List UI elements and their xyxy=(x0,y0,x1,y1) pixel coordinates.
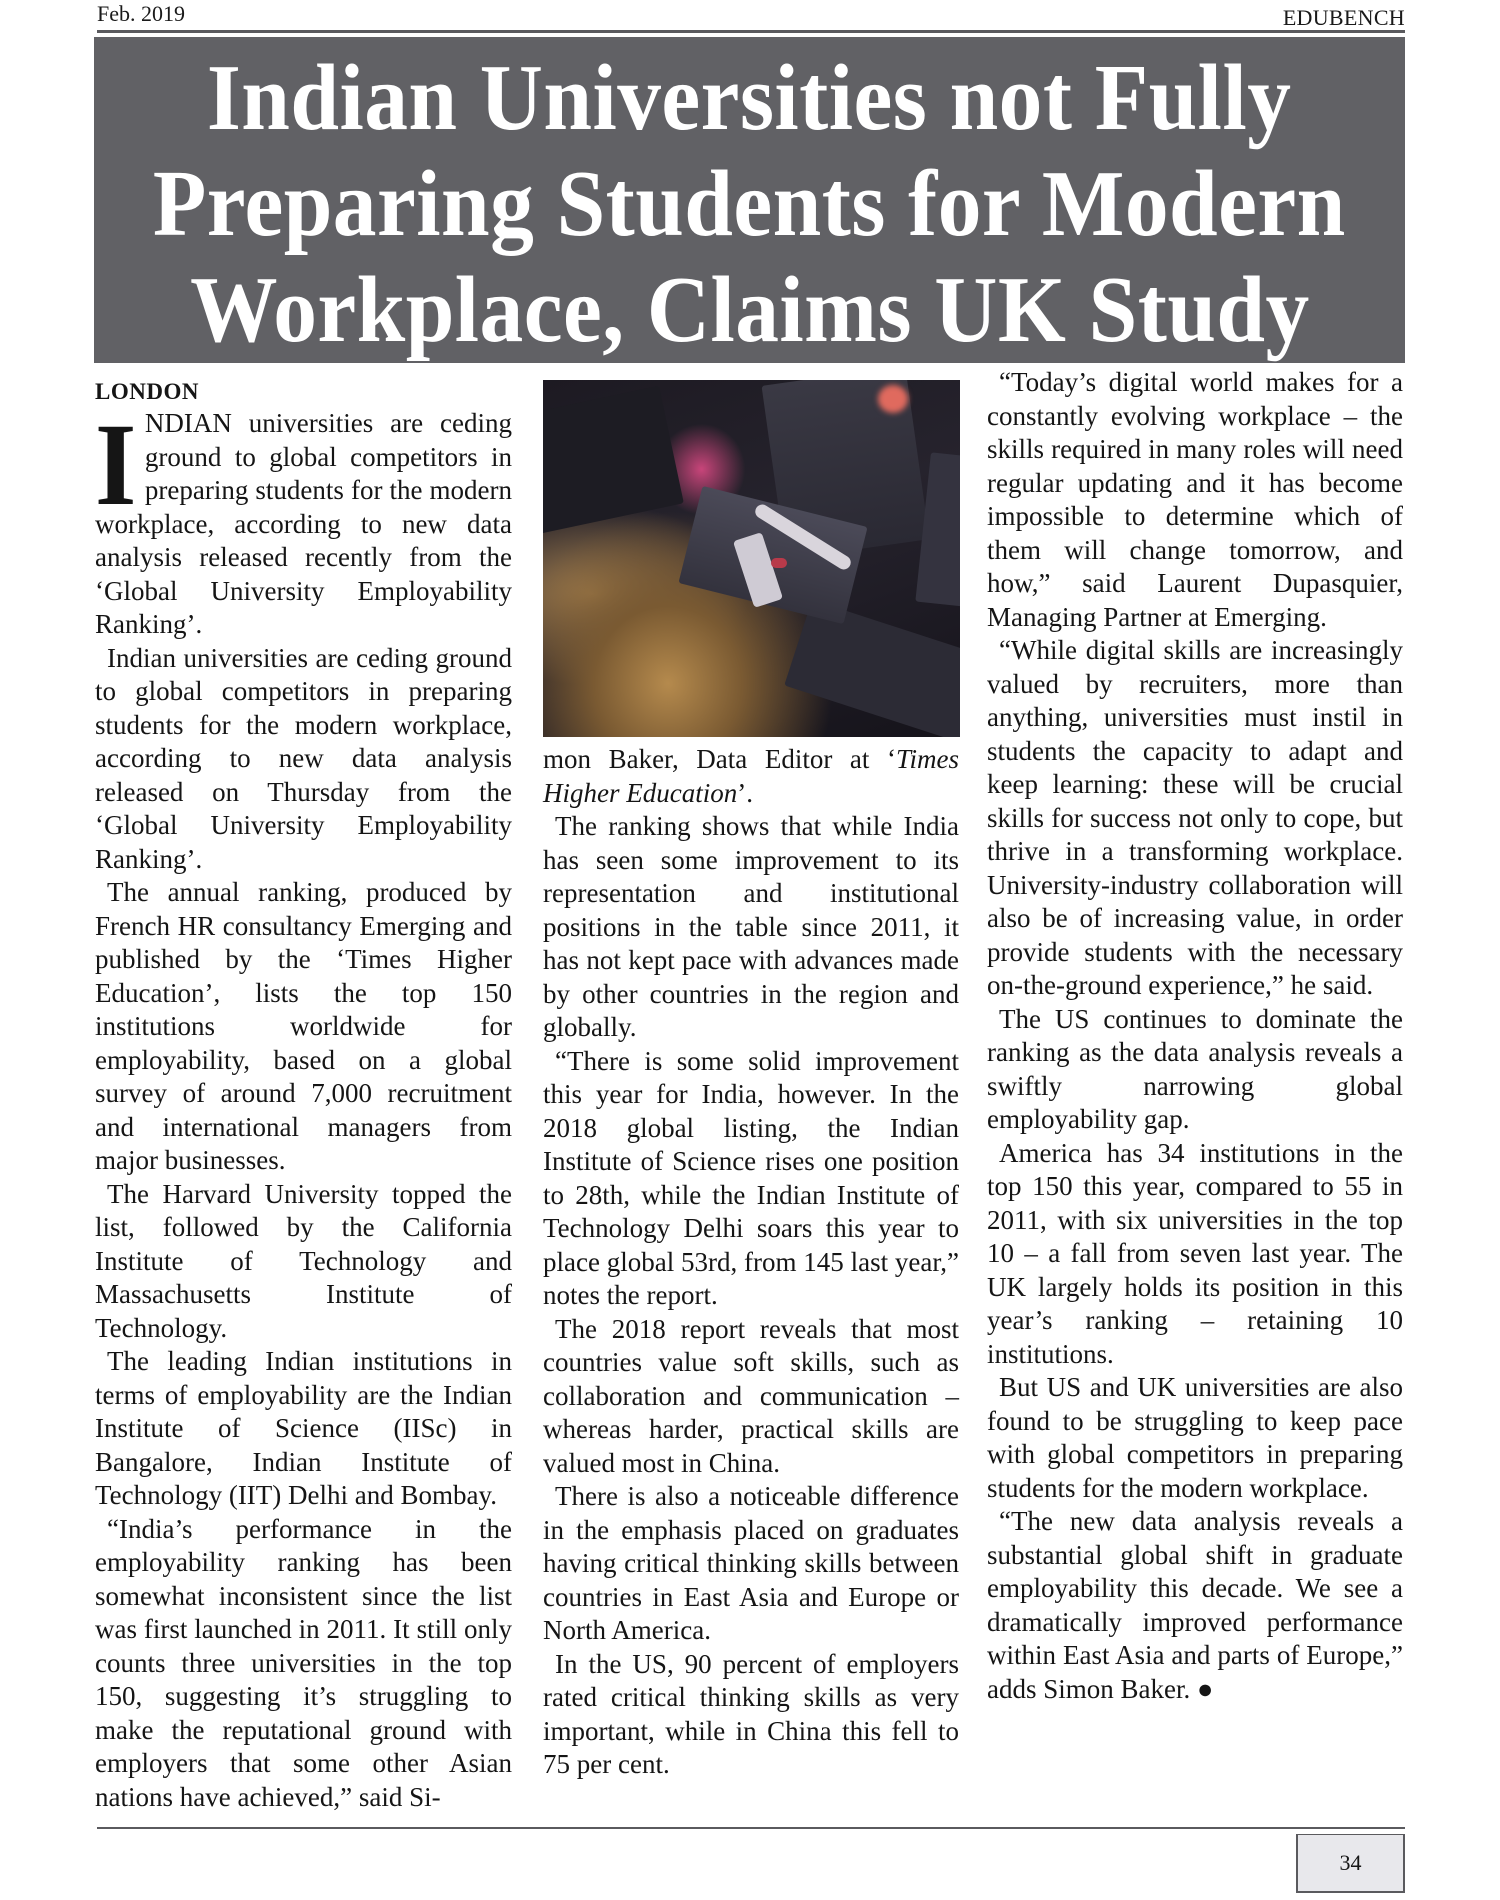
paragraph: The US continues to dominate the ranking as the data analysis reveals a swiftly narrowing global employability gap. xyxy=(987,1003,1403,1134)
headline-line-1: Indian Universities not Fully xyxy=(207,46,1292,150)
headline-line-2: Preparing Students for Modern xyxy=(153,152,1346,256)
graduation-caps-photo xyxy=(543,380,960,737)
paragraph-text: NDIAN universities are ceding ground to global competitors in preparing students for the modern workplace, according to new data analysis released recently from the ‘Global University Employability Ranking’. xyxy=(95,408,512,639)
header-divider xyxy=(97,30,1405,33)
paragraph: In the US, 90 percent of employers rated critical thinking skills as very important, while in China this fell to 75 per cent. xyxy=(543,1648,959,1779)
article-column-right xyxy=(987,366,1403,1706)
paragraph: mon Baker, Data Editor at ‘Times Higher Education’. xyxy=(543,744,959,808)
headline-banner xyxy=(94,37,1405,363)
paragraph-end-mark: “The new data analysis reveals a substantial global shift in graduate employability this decade. We see a dramatically improved performance within East Asia and parts of Europe,” adds Simon Baker. ● xyxy=(987,1506,1403,1704)
drop-cap: I xyxy=(95,399,137,530)
article-column-left xyxy=(95,377,512,1814)
footer-divider xyxy=(97,1827,1405,1829)
paragraph xyxy=(95,399,512,642)
paragraph: But US and UK universities are also found to be struggling to keep pace with global competitors in preparing students for the modern workplace. xyxy=(987,1372,1403,1503)
paragraph: The leading Indian institutions in terms of employability are the Indian Institute of Science (IISc) in Bangalore, Indian Institute of Technology (IIT) Delhi and Bombay. xyxy=(95,1346,512,1510)
paragraph: “There is some solid improvement this year for India, however. In the 2018 global listing, the Indian Institute of Science rises one position to 28th, while the Indian Institute of Technology Delhi soars this year to place global 53rd, from 145 last year,” notes the report. xyxy=(543,1045,959,1310)
publication-name: EDUBENCH xyxy=(1282,5,1405,30)
publication-reference: Times Higher Education xyxy=(543,744,959,808)
paragraph: The Harvard University topped the list, followed by the California Institute of Technology and Massachusetts Institute of Technology. xyxy=(95,1178,512,1343)
page-number-box xyxy=(1296,1834,1405,1893)
paragraph: Indian universities are ceding ground to global competitors in preparing students for the modern workplace, according to new data analysis released on Thursday from the ‘Global University Employability Ranking’. xyxy=(95,642,512,874)
paragraph: The 2018 report reveals that most countries value soft skills, such as collaboration and communication – whereas harder, practical skills are valued most in China. xyxy=(543,1313,959,1478)
paragraph: The annual ranking, produced by French HR consultancy Emerging and published by the ‘Times Higher Education’, lists the top 150 institutions worldwide for employability, based on a global survey of around 7,000 recruitment and international managers from major businesses. xyxy=(95,877,512,1175)
paragraph: “India’s performance in the employability ranking has been somewhat inconsistent since the list was first launched in 2011. It still only counts three universities in the top 150, suggesting it’s struggling to make the reputational ground with employers that some other Asian nations have achieved,” said Si- xyxy=(95,1513,512,1812)
article-column-middle xyxy=(543,743,959,1782)
paragraph: “Today’s digital world makes for a constantly evolving workplace – the skills required in many roles will need regular updating and it has become impossible to determine which of them will change tomorrow, and how,” said Laurent Dupasquier, Managing Partner at Emerging. xyxy=(987,367,1403,632)
paragraph: America has 34 institutions in the top 150 this year, compared to 55 in 2011, with six universities in the top 10 – a fall from seven last year. The UK largely holds its position in this year’s ranking – retaining 10 institutions. xyxy=(987,1137,1403,1369)
issue-date: Feb. 2019 xyxy=(97,1,185,26)
paragraph: There is also a noticeable difference in the emphasis placed on graduates having critical thinking skills between countries in East Asia and Europe or North America. xyxy=(543,1481,959,1645)
headline-line-3: Workplace, Claims UK Study xyxy=(189,258,1310,362)
page-number: 34 xyxy=(1339,1850,1362,1875)
paragraph: “While digital skills are increasingly valued by recruiters, more than anything, universities must instil in students the capacity to adapt and keep learning: these will be crucial skills for success not only to cope, but thrive in a transforming workplace. University-industry collaboration will also be of increasing value, in order provide students with the necessary on-the-ground experience,” he said. xyxy=(987,635,1403,1000)
dateline: LONDON xyxy=(95,379,199,404)
paragraph: The ranking shows that while India has seen some improvement to its representation and institutional positions in the table since 2011, it has not kept pace with advances made by other countries in the region and globally. xyxy=(543,811,959,1042)
